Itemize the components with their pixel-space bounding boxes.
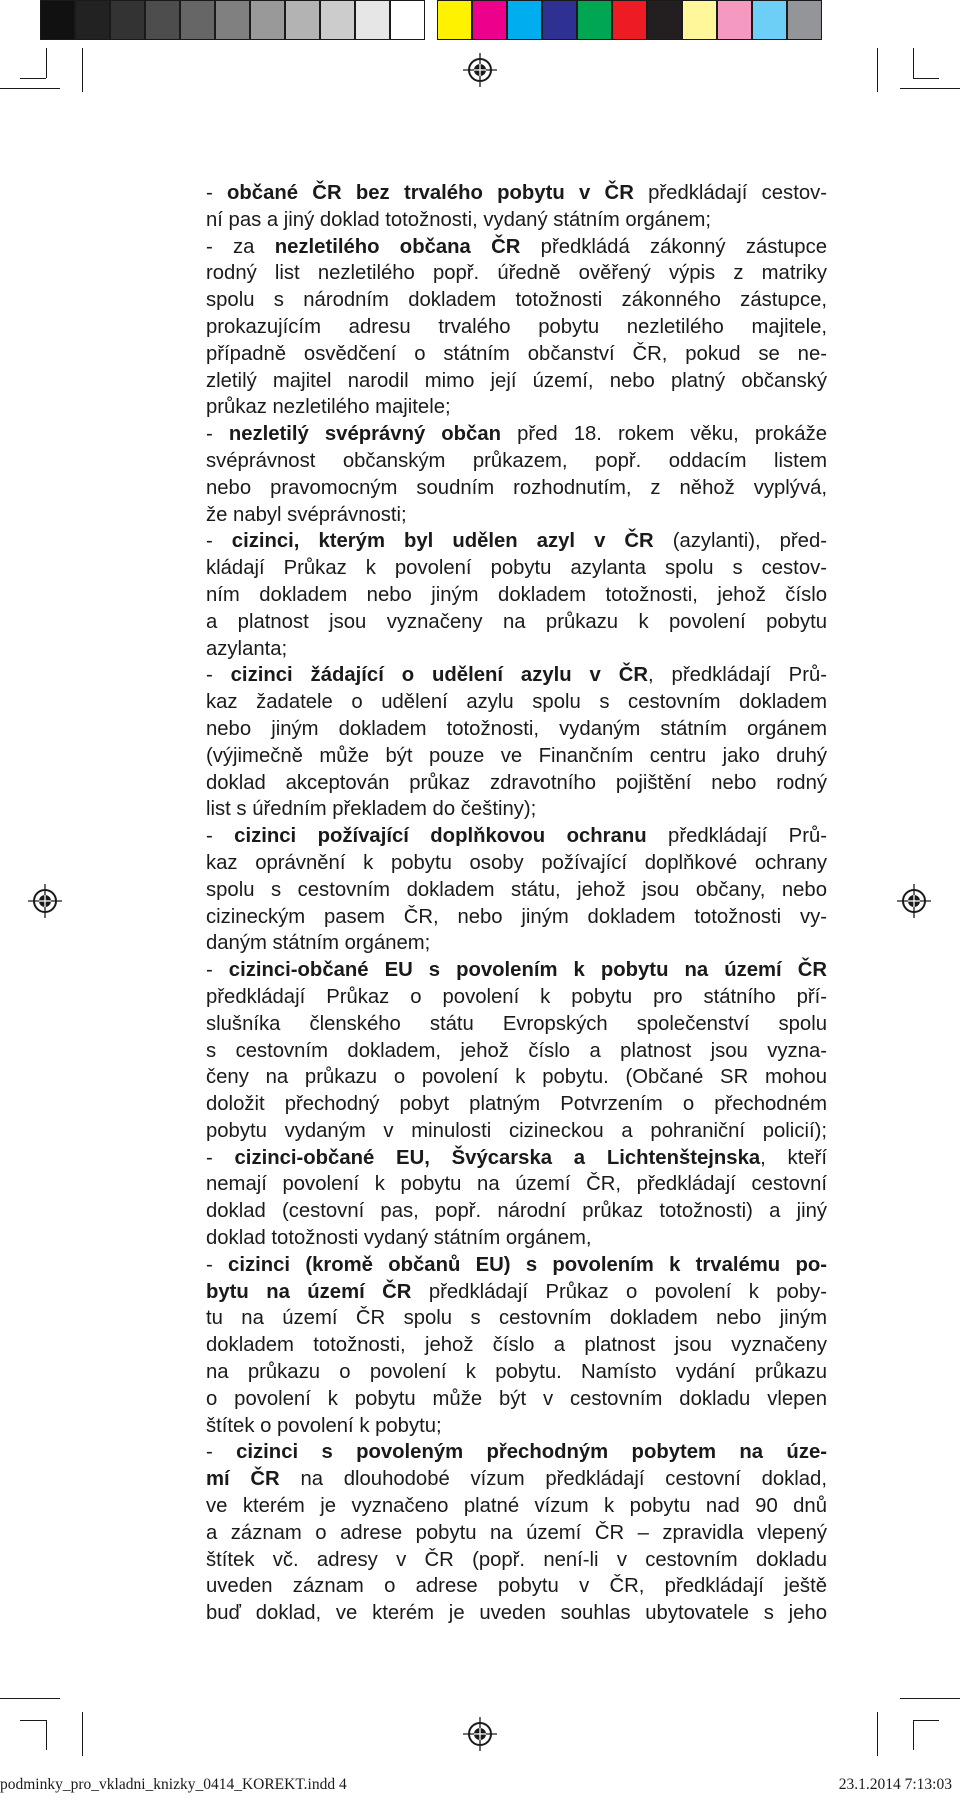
text-run: doklad akceptován průkaz zdravotního pojištění nebo rodný: [206, 771, 827, 794]
text-line: [206, 1038, 827, 1065]
crop-mark-bottom-right-h: [900, 1698, 960, 1699]
text-run: nebo jiným dokladem totožnosti, vydaným státním orgánem: [206, 717, 827, 740]
color-swatch: [507, 0, 542, 40]
gray-swatch: [110, 0, 145, 40]
text-run: -: [206, 423, 229, 446]
text-line: [206, 1011, 827, 1038]
grayscale-swatches: [40, 0, 425, 40]
text-run: pobytu vydaným v minulosti cizineckou a pohraniční policií);: [206, 1119, 827, 1142]
text-run: na dlouhodobé vízum předkládají cestovní doklad,: [279, 1468, 827, 1491]
text-line: [206, 207, 827, 234]
text-run: doložit přechodný pobyt platným Potvrzením o přechodném: [206, 1093, 827, 1116]
crop-mark-bottom-left-h: [0, 1698, 60, 1699]
text-run: předkládají Průkaz o povolení k poby-: [411, 1280, 828, 1303]
text-run: ní pas a jiný doklad totožnosti, vydaný státním orgánem;: [206, 208, 712, 231]
text-run: a platnost jsou vyznačeny na průkazu k povolení pobytu: [206, 610, 827, 633]
text-line: [206, 743, 827, 770]
text-line: [206, 555, 827, 582]
text-run: ve kterém je vyznačeno platné vízum k pobytu nad 90 dnů: [206, 1495, 827, 1518]
text-run: (azylanti), před-: [653, 530, 827, 553]
text-line: [206, 394, 827, 421]
color-swatch: [717, 0, 752, 40]
color-calibration-bar: [40, 0, 822, 40]
text-line: [206, 287, 827, 314]
text-line: [206, 1439, 827, 1466]
text-run: list s úředním překladem do češtiny);: [206, 798, 537, 821]
color-swatch: [542, 0, 577, 40]
text-line: [206, 1171, 827, 1198]
gray-swatch: [250, 0, 285, 40]
bold-term: cizinci, kterým byl udělen azyl v ČR: [231, 530, 654, 553]
text-run: ním dokladem nebo jiným dokladem totožnosti, jehož číslo: [206, 583, 827, 606]
color-swatch: [577, 0, 612, 40]
bold-term: cizinci-občané EU, Švýcarska a Lichtenštejnska: [234, 1146, 761, 1169]
text-line: [206, 1225, 827, 1252]
text-line: [206, 1145, 827, 1172]
registration-mark-bottom: [463, 1717, 497, 1751]
color-swatch: [612, 0, 647, 40]
text-run: svéprávnost občanským průkazem, popř. oddacím listem: [206, 449, 827, 472]
text-line: [206, 1466, 827, 1493]
bold-term: cizinci s povoleným přechodným pobytem na úze-: [236, 1441, 827, 1464]
text-line: [206, 448, 827, 475]
text-run: a záznam o adrese pobytu na území ČR – zpravidla vlepený: [206, 1521, 827, 1544]
text-run: zletilý majitel narodil mimo její území, nebo platný občanský: [206, 369, 827, 392]
text-line: [206, 1118, 827, 1145]
crop-mark-bottom-left-v2: [46, 1720, 47, 1750]
text-line: [206, 770, 827, 797]
text-run: buď doklad, ve kterém je uveden souhlas ubytovatele s jeho: [206, 1602, 827, 1625]
registration-mark-right: [897, 884, 931, 918]
text-run: spolu s národním dokladem totožnosti zákonného zástupce,: [206, 289, 827, 312]
text-line: [206, 528, 827, 555]
text-run: předkládají cestov-: [633, 182, 827, 204]
text-run: -: [206, 959, 229, 982]
gray-swatch: [180, 0, 215, 40]
text-run: rodný list nezletilého popř. úředně ověřený výpis z matriky: [206, 262, 827, 285]
gray-swatch: [390, 0, 425, 40]
text-line: [206, 877, 827, 904]
color-swatch: [437, 0, 472, 40]
bold-term: cizinci-občané EU s povolením k pobytu na území ČR: [228, 959, 827, 982]
text-run: , kteří: [760, 1146, 827, 1169]
crop-mark-top-right-h: [900, 88, 960, 89]
text-run: o povolení k pobytu může být v cestovním dokladu vlepen: [206, 1387, 827, 1410]
text-line: [206, 314, 827, 341]
text-line: [206, 662, 827, 689]
registration-mark-top: [463, 53, 497, 87]
text-line: [206, 904, 827, 931]
text-run: nemají povolení k pobytu na území ČR, předkládají cestovní: [206, 1173, 827, 1196]
text-run: uveden záznam o adrese pobytu v ČR, předkládají ještě: [206, 1575, 827, 1598]
text-line: [206, 1386, 827, 1413]
color-swatch: [787, 0, 822, 40]
text-line: [206, 421, 827, 448]
bold-term: občané ČR bez trvalého pobytu v ČR: [227, 182, 634, 204]
text-line: [206, 1198, 827, 1225]
crop-mark-top-left-v: [82, 48, 83, 92]
crop-mark-top-left-h: [0, 88, 60, 89]
text-line: [206, 930, 827, 957]
text-line: [206, 1279, 827, 1306]
text-line: [206, 368, 827, 395]
gray-swatch: [145, 0, 180, 40]
text-run: , předkládají Prů-: [648, 664, 827, 687]
text-run: dokladem totožnosti, jehož číslo a platnost jsou vyznačeny: [206, 1334, 827, 1357]
text-line: [206, 957, 827, 984]
text-run: slušníka členského státu Evropských společenství spolu: [206, 1012, 827, 1035]
text-run: (výjimečně může být pouze ve Finančním centru jako druhý: [206, 744, 827, 767]
text-run: předkládá zákonný zástupce: [520, 235, 828, 258]
text-run: tu na území ČR spolu s cestovním dokladem nebo jiným: [206, 1307, 827, 1330]
text-line: [206, 1520, 827, 1547]
text-run: kaz oprávnění k pobytu osoby požívající doplňkové ochrany: [206, 851, 827, 874]
text-line: [206, 234, 827, 261]
crop-mark-top-left-h2: [20, 78, 46, 79]
crop-mark-bottom-left-v: [82, 1712, 83, 1756]
bold-term: cizinci požívající doplňkovou ochranu: [234, 825, 647, 848]
crop-mark-top-right-v2: [913, 48, 914, 78]
gray-swatch: [215, 0, 250, 40]
text-run: kládají Průkaz k povolení pobytu azylanta spolu s cestov-: [206, 557, 827, 580]
bold-term: bytu na území ČR: [206, 1280, 412, 1303]
text-run: doklad totožnosti vydaný státním orgánem,: [206, 1227, 592, 1250]
text-line: [206, 260, 827, 287]
text-run: -: [206, 1146, 235, 1169]
text-run: -: [206, 530, 232, 553]
document-body: [206, 180, 827, 1627]
text-run: -: [206, 1441, 237, 1464]
color-swatch: [752, 0, 787, 40]
text-line: [206, 1305, 827, 1332]
crop-mark-bottom-left-h2: [20, 1720, 46, 1721]
text-line: [206, 1359, 827, 1386]
text-run: -: [206, 664, 231, 687]
text-line: [206, 716, 827, 743]
bold-term: cizinci (kromě občanů EU) s povolením k trvalému po-: [228, 1253, 828, 1276]
color-swatch: [682, 0, 717, 40]
crop-mark-top-right-v: [877, 48, 878, 92]
text-line: [206, 1252, 827, 1279]
gray-swatch: [40, 0, 75, 40]
text-run: předkládají Průkaz o povolení k pobytu pro státního pří-: [206, 985, 827, 1008]
gray-swatch: [285, 0, 320, 40]
text-line: [206, 1573, 827, 1600]
crop-mark-bottom-right-v2: [913, 1720, 914, 1750]
registration-mark-left: [28, 884, 62, 918]
bold-term: cizinci žádající o udělení azylu v ČR: [230, 664, 649, 687]
text-run: na průkazu o povolení k pobytu. Namísto vydání průkazu: [206, 1361, 827, 1384]
text-run: - za: [206, 235, 275, 258]
crop-mark-bottom-right-h2: [913, 1720, 939, 1721]
slug-date-time: 23.1.2014 7:13:03: [838, 1776, 952, 1793]
text-run: s cestovním dokladem, jehož číslo a platnost jsou vyzna-: [206, 1039, 827, 1062]
text-run: čeny na průkazu o povolení k pobytu. (Občané SR mohou: [206, 1066, 827, 1089]
text-line: [206, 1332, 827, 1359]
crop-mark-bottom-right-v: [877, 1712, 878, 1756]
text-run: před 18. rokem věku, prokáže: [501, 423, 828, 446]
text-run: azylanta;: [206, 637, 288, 660]
text-line: [206, 1413, 827, 1440]
color-swatches: [437, 0, 822, 40]
crop-mark-top-left-v2: [46, 48, 47, 78]
text-run: prokazujícím adresu trvalého pobytu nezletilého majitele,: [206, 315, 827, 338]
text-line: [206, 475, 827, 502]
text-run: nebo pravomocným soudním rozhodnutím, z něhož vyplývá,: [206, 476, 827, 499]
text-run: štítek o povolení k pobytu;: [206, 1414, 442, 1437]
color-swatch: [647, 0, 682, 40]
text-line: [206, 502, 827, 529]
color-swatch: [472, 0, 507, 40]
slug-file-name: podminky_pro_vkladni_knizky_0414_KOREKT.indd 4: [0, 1776, 347, 1793]
text-line: [206, 1600, 827, 1627]
text-line: [206, 823, 827, 850]
text-line: [206, 1091, 827, 1118]
text-run: daným státním orgánem;: [206, 932, 431, 955]
text-run: že nabyl svéprávnosti;: [206, 503, 407, 526]
text-run: průkaz nezletilého majitele;: [206, 396, 451, 419]
text-run: doklad (cestovní pas, popř. národní průkaz totožnosti) a jiný: [206, 1200, 827, 1223]
bold-term: mí ČR: [206, 1468, 280, 1491]
text-run: -: [206, 182, 228, 204]
text-line: [206, 689, 827, 716]
text-line: [206, 796, 827, 823]
text-run: štítek vč. adresy v ČR (popř. není-li v cestovním dokladu: [206, 1548, 827, 1571]
text-line: [206, 850, 827, 877]
bold-term: nezletilého občana ČR: [274, 235, 521, 258]
crop-mark-top-right-h2: [913, 78, 939, 79]
text-line: [206, 636, 827, 663]
text-run: předkládají Prů-: [646, 825, 827, 848]
text-line: [206, 984, 827, 1011]
text-line: [206, 180, 827, 207]
gray-swatch: [320, 0, 355, 40]
text-run: -: [206, 825, 235, 848]
text-run: cizineckým pasem ČR, nebo jiným dokladem totožnosti vy-: [206, 905, 827, 928]
gray-swatch: [355, 0, 390, 40]
text-line: [206, 1547, 827, 1574]
text-line: [206, 1493, 827, 1520]
text-run: případně osvědčení o státním občanství ČR, pokud se ne-: [206, 342, 827, 365]
text-line: [206, 582, 827, 609]
text-line: [206, 1064, 827, 1091]
text-line: [206, 609, 827, 636]
text-run: kaz žadatele o udělení azylu spolu s cestovním dokladem: [206, 691, 827, 714]
text-run: spolu s cestovním dokladem státu, jehož jsou občany, nebo: [206, 878, 827, 901]
text-run: -: [206, 1253, 229, 1276]
text-line: [206, 341, 827, 368]
gray-swatch: [75, 0, 110, 40]
bold-term: nezletilý svéprávný občan: [228, 423, 502, 446]
